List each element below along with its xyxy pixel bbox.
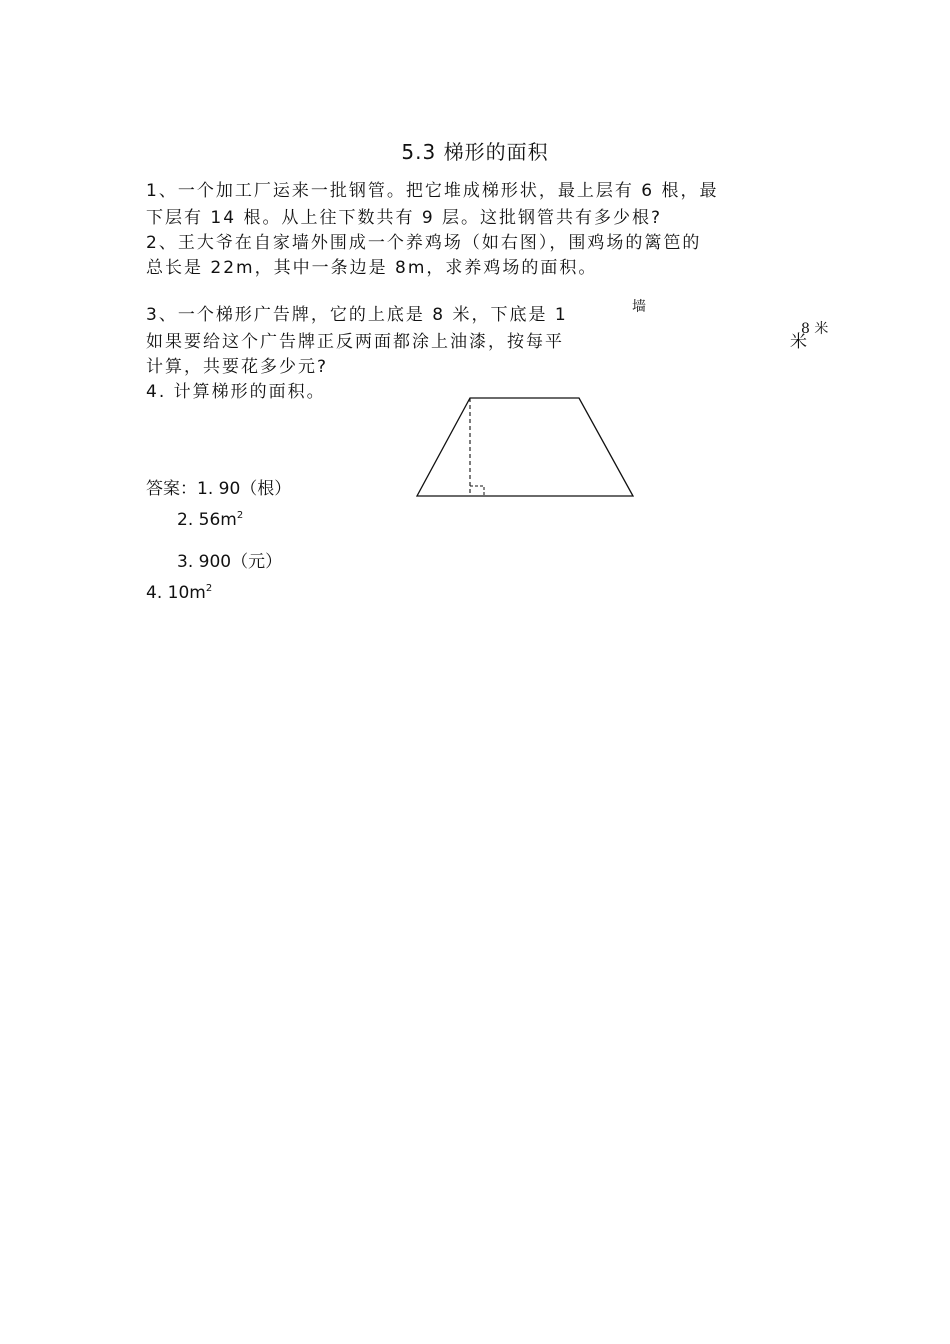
page-title: 5.3 梯形的面积 bbox=[401, 140, 549, 164]
question-4: 4. 计算梯形的面积。 bbox=[146, 382, 326, 402]
answer-2: 2. $56m^2$ bbox=[177, 510, 244, 530]
figure-label-side-length: 8 米 bbox=[801, 321, 829, 337]
figure-label-wall: 墙 bbox=[632, 299, 646, 315]
question-2-line-2: 总长是 22m，其中一条边是 8m，求养鸡场的面积。 bbox=[146, 258, 598, 278]
question-2-line-1: 2、王大爷在自家墙外围成一个养鸡场（如右图），围鸡场的篱笆的 bbox=[146, 233, 702, 253]
answer-1: 答案：1. 90（根） bbox=[146, 479, 292, 499]
question-3-line-3: 计算，共要花多少元? bbox=[146, 357, 329, 377]
right-angle-mark bbox=[470, 486, 484, 496]
question-1-line-2: 下层有 14 根。从上往下数共有 9 层。这批钢管共有多少根? bbox=[146, 208, 663, 228]
figure-label-meter: 米 bbox=[790, 332, 809, 352]
question-3-line-2: 如果要给这个广告牌正反两面都涂上油漆，按每平 bbox=[146, 332, 564, 352]
trapezoid-outline bbox=[417, 398, 633, 496]
question-3-line-1: 3、一个梯形广告牌，它的上底是 8 米，下底是 1 bbox=[146, 305, 568, 325]
answer-3: 3. 900（元） bbox=[177, 552, 283, 572]
answer-4: 4. $10m^2$ bbox=[146, 583, 213, 603]
question-1-line-1: 1、一个加工厂运来一批钢管。把它堆成梯形状，最上层有 6 根，最 bbox=[146, 181, 719, 201]
